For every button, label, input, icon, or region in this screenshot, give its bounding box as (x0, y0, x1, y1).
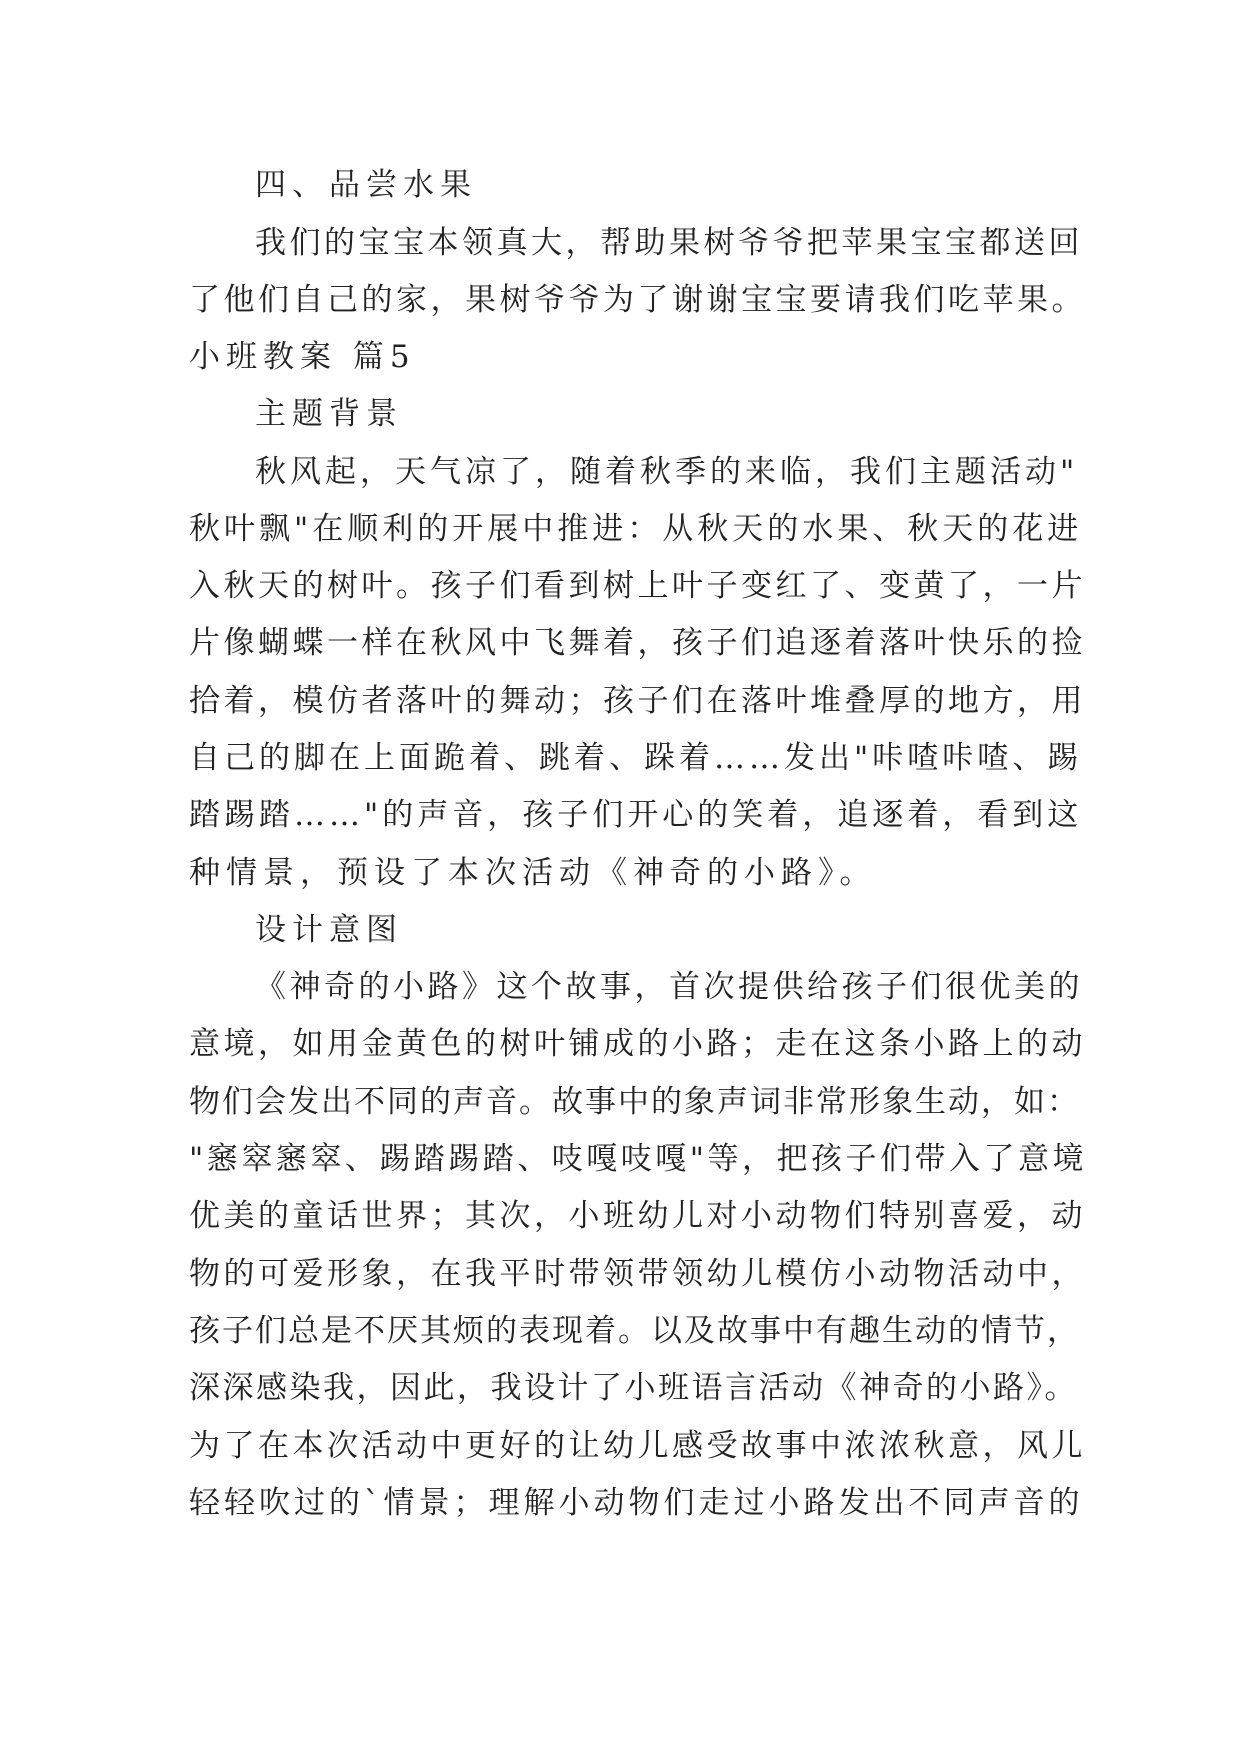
paragraph-line: 秋叶飘"在顺利的开展中推进：从秋天的水果、秋天的花进 (189, 511, 1083, 547)
section-heading-theme-background: 主题背景 (255, 396, 403, 432)
paragraph-line: 物的可爱形象，在我平时带领带领幼儿模仿小动物活动中， (189, 1256, 1086, 1292)
paragraph-line: 为了在本次活动中更好的让幼儿感受故事中浓浓秋意，风儿 (189, 1428, 1086, 1464)
section-heading-design-intent: 设计意图 (255, 912, 403, 948)
paragraph-line: 入秋天的树叶。孩子们看到树上叶子变红了、变黄了，一片 (189, 568, 1086, 604)
lesson-title: 小班教案 篇5 (189, 339, 416, 375)
paragraph-line: 踏踢踏……"的声音，孩子们开心的笑着，追逐着，看到这 (189, 797, 1083, 833)
paragraph-line: 《神奇的小路》这个故事，首次提供给孩子们很优美的 (255, 969, 1083, 1005)
paragraph-line: 了他们自己的家，果树爷爷为了谢谢宝宝要请我们吃苹果。 (189, 282, 1086, 318)
paragraph-line: 种情景，预设了本次活动《神奇的小路》。 (189, 855, 877, 891)
paragraph-line: 秋风起，天气凉了，随着秋季的来临，我们主题活动" (255, 454, 1079, 490)
paragraph-line: 深深感染我，因此，我设计了小班语言活动《神奇的小路》。 (189, 1370, 1078, 1406)
paragraph-line: 我们的宝宝本领真大，帮助果树爷爷把苹果宝宝都送回 (255, 225, 1083, 261)
paragraph-line: 优美的童话世界；其次，小班幼儿对小动物们特别喜爱，动 (189, 1198, 1086, 1234)
paragraph-line: 物们会发出不同的声音。故事中的象声词非常形象生动，如： (189, 1084, 1080, 1120)
section-heading-taste-fruit: 四、品尝水果 (255, 167, 477, 203)
paragraph-line: "窸窣窸窣、踢踏踢踏、吱嘎吱嘎"等，把孩子们带入了意境 (189, 1141, 1088, 1177)
paragraph-line: 孩子们总是不厌其烦的表现着。以及故事中有趣生动的情节， (189, 1313, 1080, 1349)
paragraph-line: 轻轻吹过的`情景；理解小动物们走过小路发出不同声音的 (189, 1485, 1084, 1521)
paragraph-line: 自己的脚在上面跪着、跳着、跺着……发出"咔喳咔喳、踢 (189, 740, 1083, 776)
paragraph-line: 意境，如用金黄色的树叶铺成的小路；走在这条小路上的动 (189, 1026, 1086, 1062)
paragraph-line: 片像蝴蝶一样在秋风中飞舞着，孩子们追逐着落叶快乐的捡 (189, 625, 1086, 661)
paragraph-line: 拾着，模仿者落叶的舞动；孩子们在落叶堆叠厚的地方，用 (189, 683, 1086, 719)
